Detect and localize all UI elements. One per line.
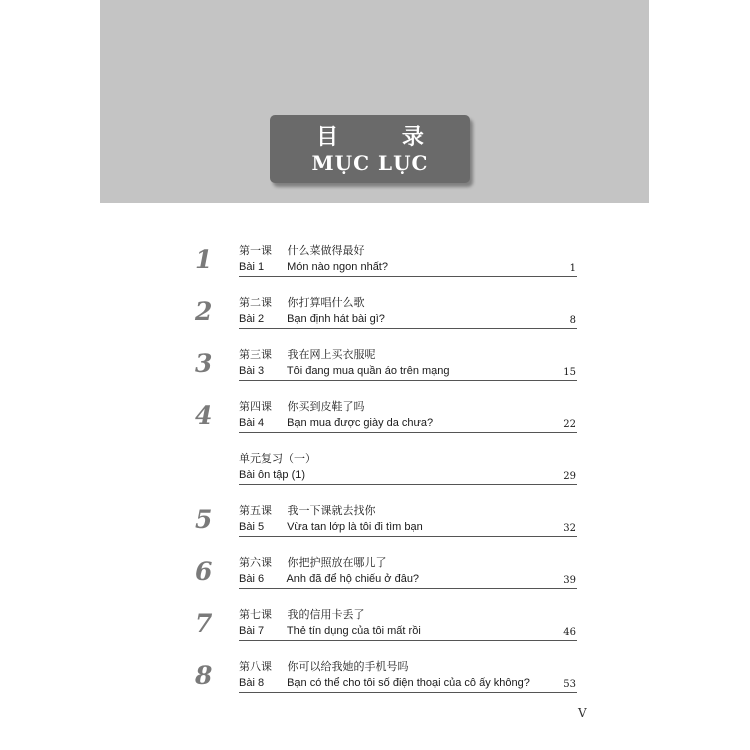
chinese-lesson-title: 什么菜做得最好: [287, 244, 365, 257]
vietnamese-lesson-title: Bạn có thể cho tôi số điện thoại của cô ấy không?: [287, 677, 530, 689]
toc-entry-lesson-5[interactable]: [195, 502, 578, 542]
lesson-number: 4: [195, 401, 213, 430]
entry-rule: [239, 484, 577, 485]
page-number: 32: [563, 523, 576, 534]
lesson-number: 2: [195, 297, 213, 326]
chinese-lesson-title: 我的信用卡丢了: [287, 608, 365, 621]
vietnamese-line: [239, 521, 576, 533]
page-number: 22: [563, 419, 576, 430]
lesson-number: 6: [195, 557, 213, 586]
chinese-lesson-title: 你买到皮鞋了吗: [287, 400, 365, 413]
page-folio: V: [578, 706, 587, 720]
vietnamese-line: [239, 417, 576, 429]
entry-rule: [239, 588, 577, 589]
vietnamese-review-label: Bài ôn tập (1): [239, 469, 306, 481]
vietnamese-lesson-title: Vừa tan lớp là tôi đi tìm bạn: [287, 521, 423, 533]
title-chinese: 目 录: [316, 125, 452, 150]
chinese-lesson-title: 我在网上买衣服呢: [287, 348, 376, 361]
vietnamese-lesson-title: Tôi đang mua quần áo trên mạng: [286, 365, 450, 377]
toc-entry-lesson-7[interactable]: [195, 606, 578, 646]
page-number: 15: [563, 367, 576, 378]
vietnamese-lesson-label: Bài 4: [239, 417, 265, 429]
toc-entry-lesson-1[interactable]: [195, 242, 578, 282]
entry-rule: [239, 640, 577, 641]
vietnamese-line: [239, 365, 576, 377]
toc-entry-review-1[interactable]: [215, 450, 578, 490]
page-number: 29: [563, 471, 576, 482]
vietnamese-line: [239, 261, 576, 273]
vietnamese-lesson-title: Món nào ngon nhất?: [287, 261, 388, 273]
chinese-review-label: 单元复习（一）: [239, 452, 316, 465]
toc-entry-lesson-4[interactable]: [195, 398, 578, 438]
lesson-number: 3: [195, 349, 213, 378]
chinese-line: [239, 450, 316, 466]
chinese-lesson-label: 第一课: [239, 244, 272, 257]
vietnamese-lesson-title: Bạn mua được giày da chưa?: [287, 417, 434, 429]
vietnamese-lesson-label: Bài 7: [239, 625, 265, 637]
chinese-line: [239, 398, 365, 414]
chinese-lesson-title: 你把护照放在哪儿了: [287, 556, 387, 569]
entry-rule: [239, 380, 577, 381]
entry-rule: [239, 692, 577, 693]
chinese-lesson-label: 第八课: [239, 660, 272, 673]
lesson-number: 7: [195, 609, 213, 638]
toc-entry-lesson-8[interactable]: [195, 658, 578, 698]
page-number: 53: [563, 679, 576, 690]
entry-rule: [239, 276, 577, 277]
vietnamese-lesson-label: Bài 1: [239, 261, 265, 273]
chinese-lesson-title: 你打算唱什么歌: [287, 296, 365, 309]
chinese-line: [239, 346, 376, 362]
lesson-number: 1: [195, 245, 213, 274]
entry-rule: [239, 432, 577, 433]
vietnamese-lesson-label: Bài 3: [239, 365, 265, 377]
chinese-line: [239, 242, 365, 258]
chinese-lesson-title: 我一下课就去找你: [287, 504, 376, 517]
vietnamese-lesson-label: Bài 8: [239, 677, 265, 689]
chinese-lesson-title: 你可以给我她的手机号吗: [287, 660, 409, 673]
toc-entry-lesson-3[interactable]: [195, 346, 578, 386]
vietnamese-line: [239, 573, 576, 585]
page-number: 1: [569, 263, 576, 274]
chinese-lesson-label: 第四课: [239, 400, 272, 413]
vietnamese-lesson-title: Anh đã để hộ chiếu ở đâu?: [286, 573, 420, 585]
vietnamese-lesson-label: Bài 6: [239, 573, 265, 585]
vietnamese-lesson-title: Bạn định hát bài gì?: [287, 313, 385, 325]
page-number: 46: [563, 627, 576, 638]
vietnamese-line: [239, 313, 576, 325]
chinese-line: [239, 658, 409, 674]
chinese-line: [239, 294, 365, 310]
chinese-lesson-label: 第七课: [239, 608, 272, 621]
toc-entry-lesson-2[interactable]: [195, 294, 578, 334]
vietnamese-line: [239, 625, 576, 637]
vietnamese-line: [239, 469, 576, 481]
chinese-lesson-label: 第二课: [239, 296, 272, 309]
chinese-lesson-label: 第六课: [239, 556, 272, 569]
page-number: 8: [569, 315, 576, 326]
book-page: [100, 0, 649, 750]
entry-rule: [239, 536, 577, 537]
page-number: 39: [563, 575, 576, 586]
entry-rule: [239, 328, 577, 329]
vietnamese-lesson-title: Thẻ tín dụng của tôi mất rồi: [286, 625, 421, 637]
table-of-contents: [100, 0, 649, 750]
chinese-lesson-label: 第三课: [239, 348, 272, 361]
chinese-lesson-label: 第五课: [239, 504, 272, 517]
title-vietnamese: MỤC LỤC: [311, 151, 429, 175]
lesson-number: 8: [195, 661, 213, 690]
chinese-line: [239, 606, 365, 622]
vietnamese-line: [239, 677, 576, 689]
chinese-line: [239, 502, 376, 518]
toc-entry-lesson-6[interactable]: [195, 554, 578, 594]
lesson-number: 5: [195, 505, 213, 534]
vietnamese-lesson-label: Bài 2: [239, 313, 265, 325]
chinese-line: [239, 554, 387, 570]
vietnamese-lesson-label: Bài 5: [239, 521, 265, 533]
